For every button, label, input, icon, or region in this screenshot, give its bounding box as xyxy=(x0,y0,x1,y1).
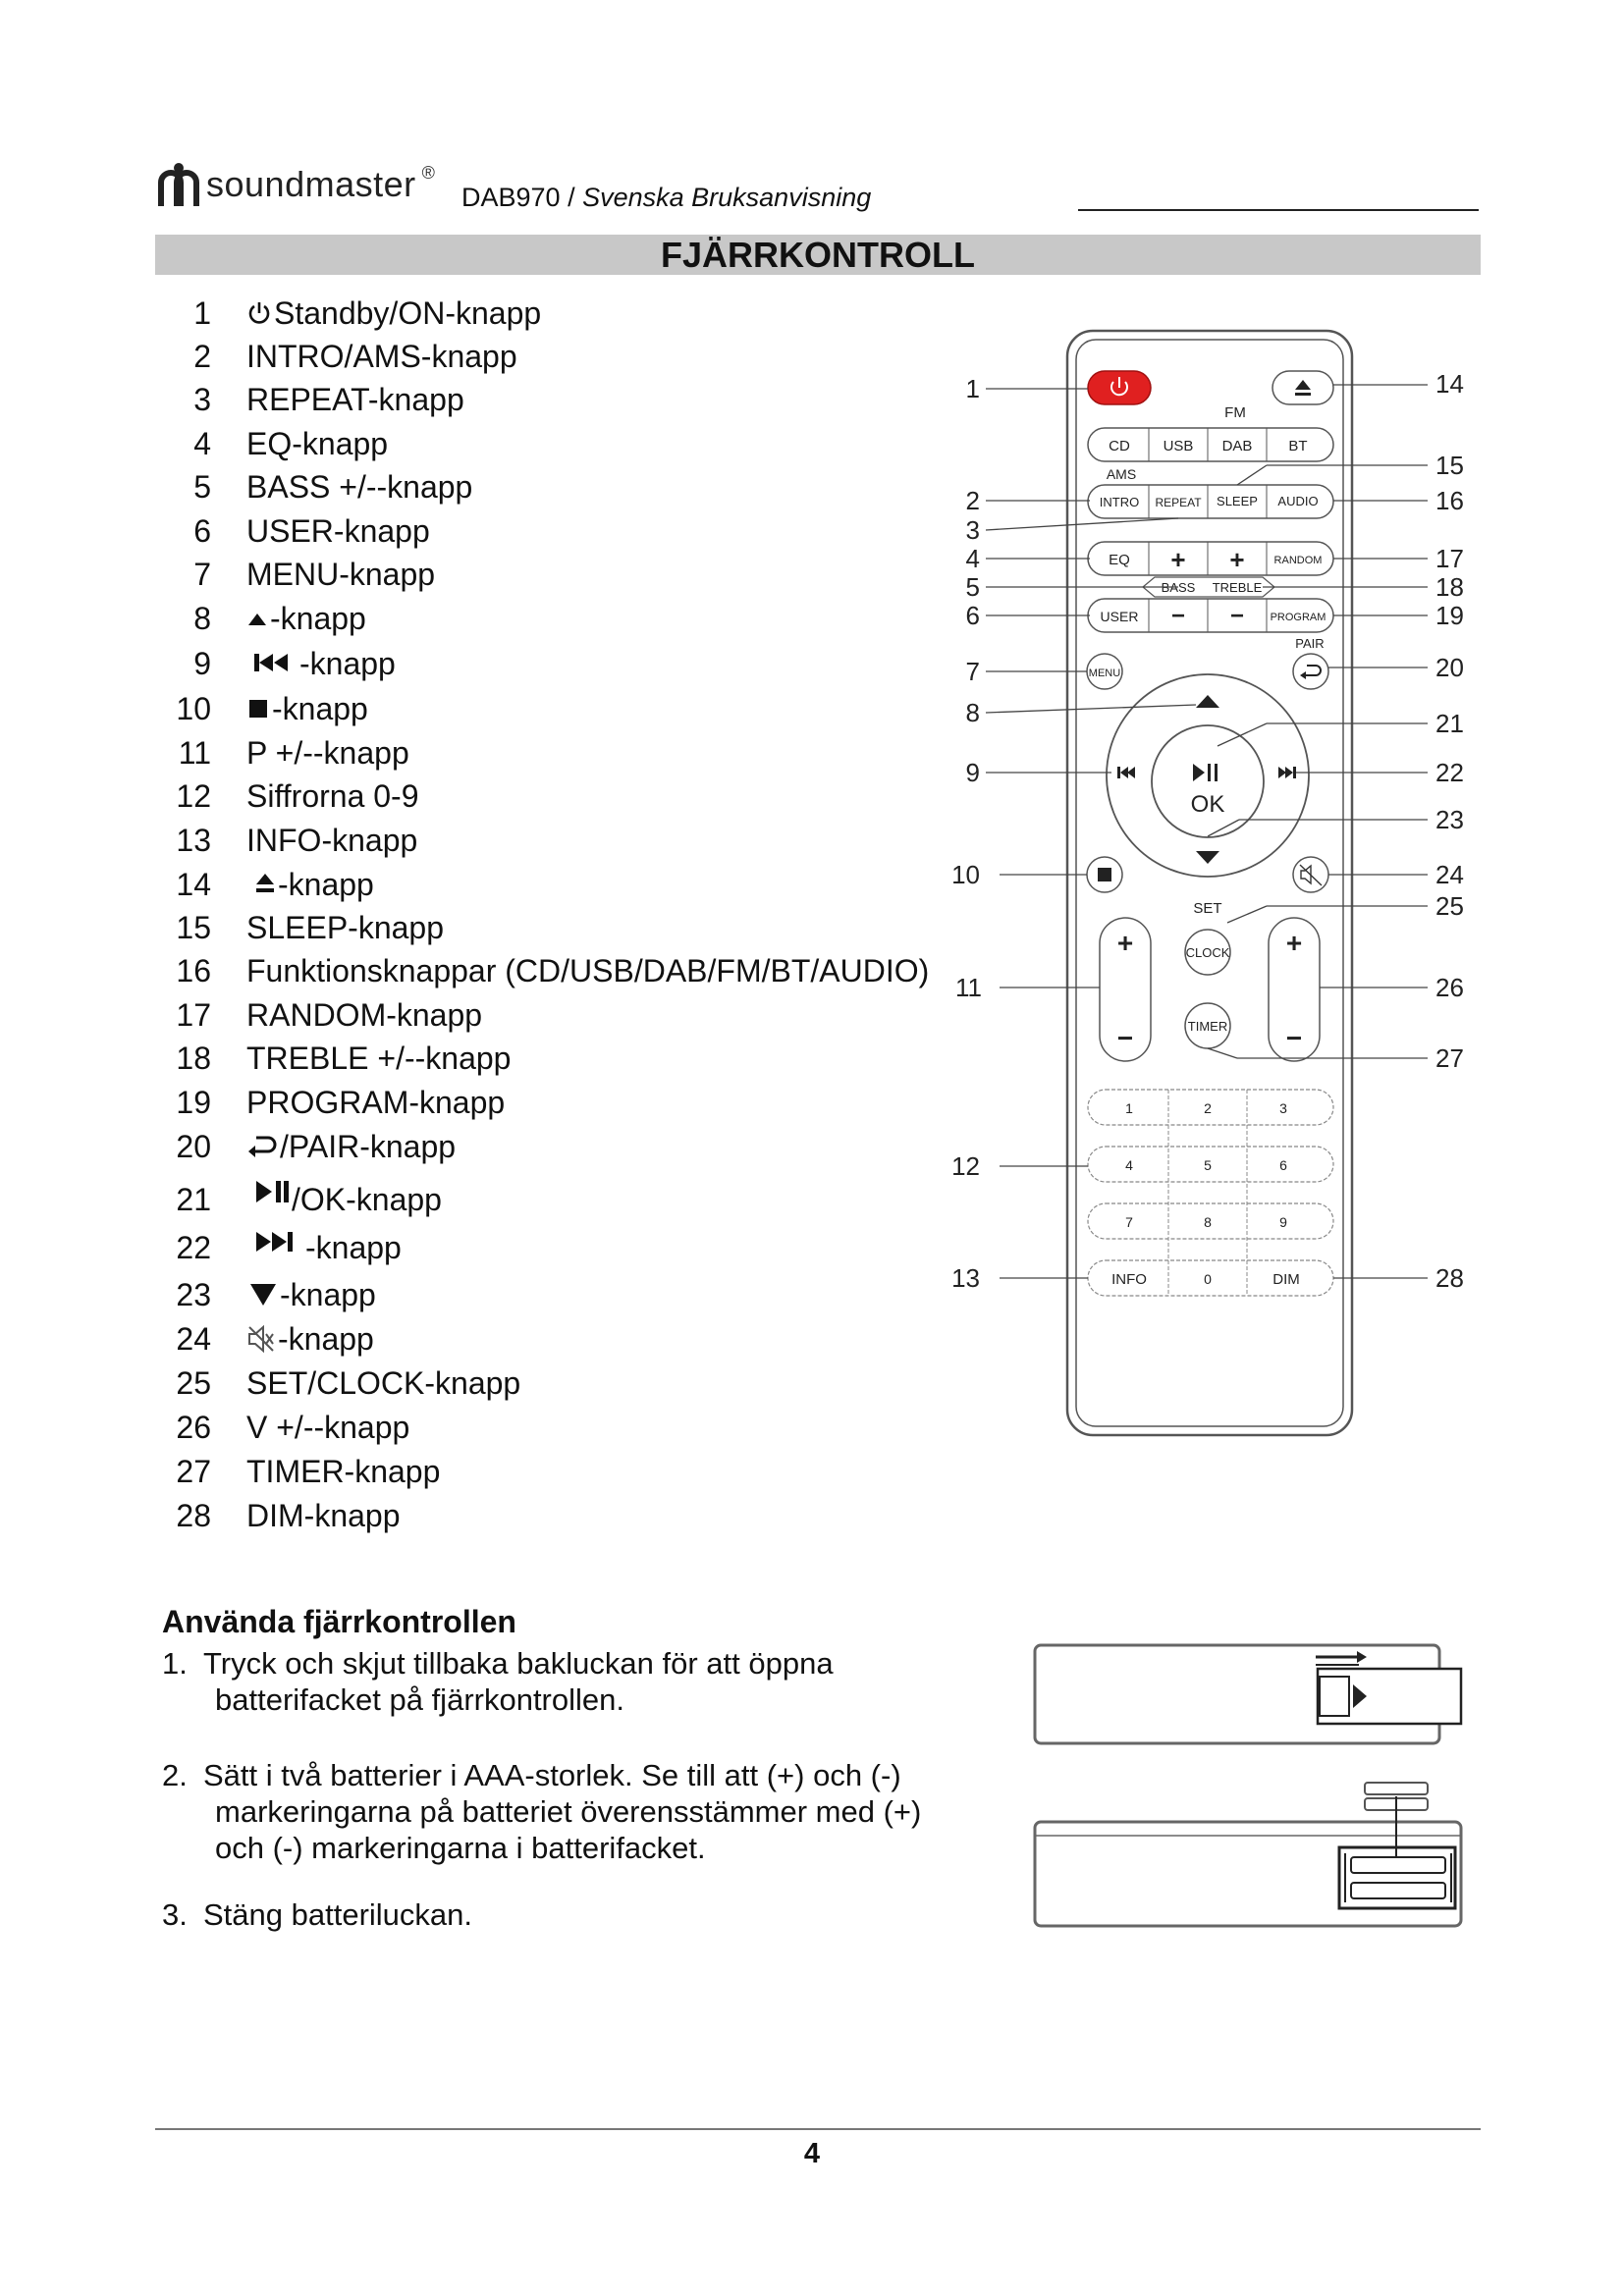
svg-text:4: 4 xyxy=(965,544,980,573)
svg-text:21: 21 xyxy=(1435,709,1464,738)
remote-usb-button: USB xyxy=(1163,438,1194,454)
svg-text:25: 25 xyxy=(1435,891,1464,921)
remote-bass-plus-button: + xyxy=(1170,545,1186,574)
svg-text:13: 13 xyxy=(951,1263,980,1293)
remote-v-plus: + xyxy=(1285,928,1303,958)
remote-treble-plus-button: + xyxy=(1229,545,1245,574)
remote-digit-3: 3 xyxy=(1279,1100,1287,1116)
remote-dab-button: DAB xyxy=(1221,438,1253,454)
remote-clock-label: CLOCK xyxy=(1185,945,1230,960)
svg-text:20: 20 xyxy=(1435,653,1464,682)
svg-text:24: 24 xyxy=(1435,860,1464,889)
remote-return-button xyxy=(1293,654,1328,689)
svg-text:22: 22 xyxy=(1435,758,1464,787)
brand-name: soundmaster xyxy=(206,164,416,204)
remote-digit-0: 0 xyxy=(1204,1271,1212,1287)
remote-user-button: USER xyxy=(1100,609,1139,624)
remote-digit-6: 6 xyxy=(1279,1157,1287,1173)
left-callout-numbers xyxy=(951,374,982,1293)
svg-text:3: 3 xyxy=(965,515,980,545)
document-title: Svenska Bruksanvisning xyxy=(582,183,872,212)
remote-treble-label: TREBLE xyxy=(1212,580,1263,595)
remote-bass-minus-button: − xyxy=(1170,603,1186,629)
usage-heading: Använda fjärrkontrollen xyxy=(162,1604,516,1639)
remote-digit-2: 2 xyxy=(1204,1100,1212,1116)
battery-cover-open-illustration xyxy=(1035,1645,1461,1743)
svg-text:18: 18 xyxy=(1435,572,1464,602)
remote-digit-7: 7 xyxy=(1125,1214,1133,1230)
remote-eq-button: EQ xyxy=(1109,552,1130,568)
svg-text:10: 10 xyxy=(951,860,980,889)
remote-bt-button: BT xyxy=(1288,438,1308,454)
remote-ok-label: OK xyxy=(1190,791,1225,818)
remote-random-button: RANDOM xyxy=(1273,555,1323,566)
remote-p-minus: − xyxy=(1116,1023,1134,1053)
usage-step: 3. Stäng batteriluckan. xyxy=(162,1897,473,1932)
registered-mark: ® xyxy=(421,162,435,183)
remote-timer-label: TIMER xyxy=(1187,1019,1228,1034)
svg-text:6: 6 xyxy=(965,601,980,630)
remote-treble-minus-button: − xyxy=(1229,603,1245,629)
svg-text:1: 1 xyxy=(965,374,980,403)
remote-sleep-button: SLEEP xyxy=(1217,494,1258,508)
svg-text:14: 14 xyxy=(1435,369,1464,399)
remote-digit-8: 8 xyxy=(1204,1214,1212,1230)
remote-digit-1: 1 xyxy=(1125,1100,1133,1116)
svg-text:11: 11 xyxy=(955,973,982,1002)
remote-digit-4: 4 xyxy=(1125,1157,1133,1173)
remote-info-button: INFO xyxy=(1111,1271,1147,1288)
page-number: 4 xyxy=(803,2138,821,2169)
svg-text:16: 16 xyxy=(1435,486,1464,515)
remote-intro-button: INTRO xyxy=(1099,495,1140,509)
usage-step: 1. Tryck och skjut tillbaka bakluckan för att öppna batterifacket på fjärrkontrollen. xyxy=(162,1646,834,1717)
remote-repeat-button: REPEAT xyxy=(1155,496,1202,509)
svg-text:8: 8 xyxy=(965,698,980,727)
remote-fm-label: FM xyxy=(1224,404,1246,421)
remote-cd-button: CD xyxy=(1109,438,1130,454)
remote-dim-button: DIM xyxy=(1272,1271,1300,1288)
remote-menu-label: MENU xyxy=(1088,667,1121,679)
battery-insert-illustration xyxy=(1035,1783,1461,1926)
remote-set-label: SET xyxy=(1193,900,1222,917)
svg-text:27: 27 xyxy=(1435,1043,1464,1073)
svg-text:19: 19 xyxy=(1435,601,1464,630)
remote-ams-label: AMS xyxy=(1106,466,1137,482)
svg-text:26: 26 xyxy=(1435,973,1464,1002)
svg-text:15: 15 xyxy=(1435,451,1464,480)
remote-v-minus: − xyxy=(1285,1023,1303,1053)
remote-audio-button: AUDIO xyxy=(1277,494,1319,508)
model-number: DAB970 / xyxy=(461,183,575,212)
remote-p-plus: + xyxy=(1116,928,1134,958)
svg-text:23: 23 xyxy=(1435,805,1464,834)
svg-text:17: 17 xyxy=(1435,544,1464,573)
footer-rule xyxy=(155,2128,1481,2130)
section-title: FJÄRRKONTROLL xyxy=(155,235,1481,275)
battery-illustration xyxy=(1021,1629,1483,1953)
svg-text:9: 9 xyxy=(965,758,980,787)
svg-text:5: 5 xyxy=(965,572,980,602)
svg-text:28: 28 xyxy=(1435,1263,1464,1293)
right-callout-numbers xyxy=(1435,369,1464,1293)
remote-digit-9: 9 xyxy=(1279,1214,1287,1230)
remote-digit-5: 5 xyxy=(1204,1157,1212,1173)
remote-keypad xyxy=(1088,1090,1333,1296)
remote-bass-label: BASS xyxy=(1161,580,1196,595)
remote-pair-label: PAIR xyxy=(1295,636,1325,651)
svg-text:12: 12 xyxy=(951,1151,980,1181)
usage-step: 2. Sätt i två batterier i AAA-storlek. Se till att (+) och (-) markeringarna på batteriet överensstämmer med (+) och (-) markeringarna i batterifacket. xyxy=(162,1758,922,1865)
svg-text:2: 2 xyxy=(965,486,980,515)
remote-program-button: PROGRAM xyxy=(1270,612,1326,623)
svg-text:7: 7 xyxy=(965,657,980,686)
